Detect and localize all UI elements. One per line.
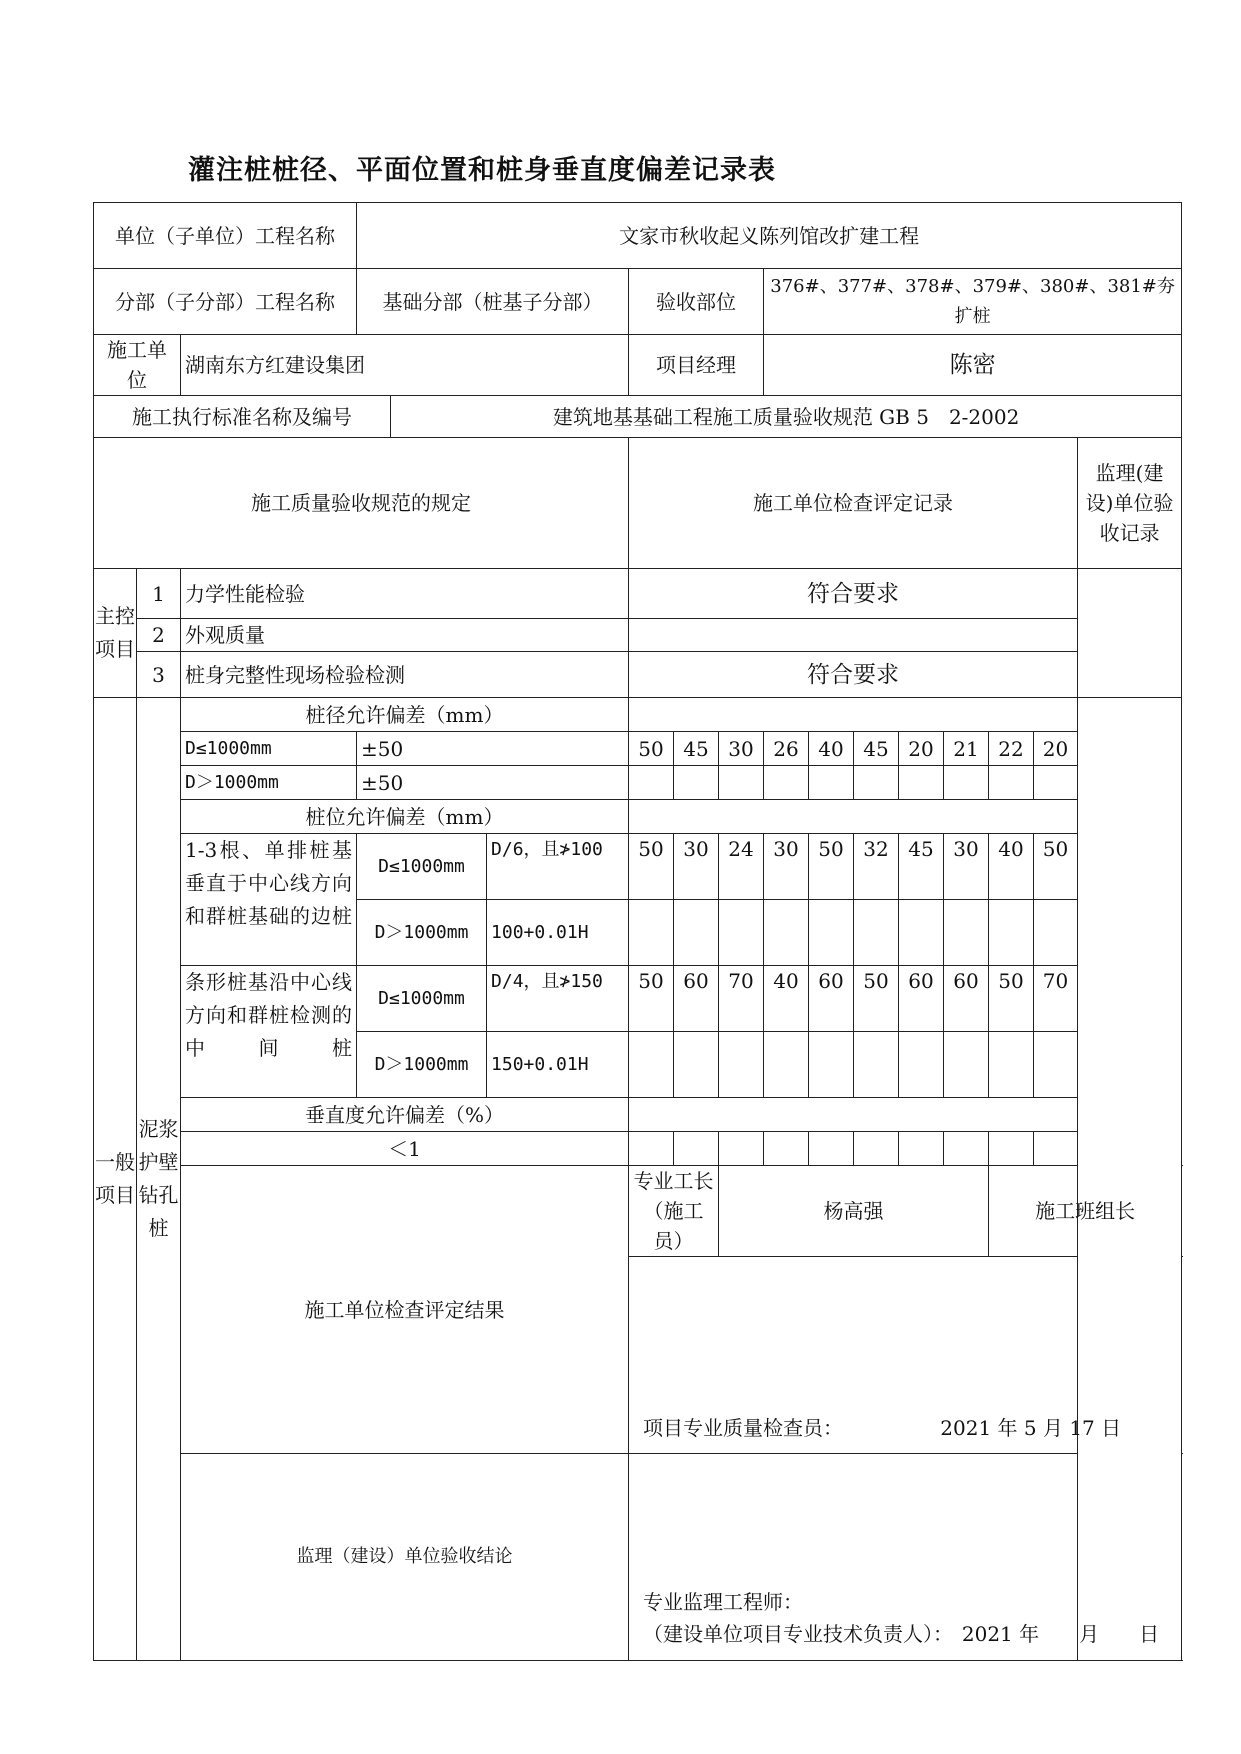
value-cell [854,1032,899,1098]
team-leader-label: 施工班组长 [989,1166,1182,1257]
value-cell [719,1132,764,1166]
value-cell [809,1132,854,1166]
table-row [94,1132,1182,1166]
value-cell [944,900,989,966]
value-cell: 40 [989,834,1034,900]
position-header: 桩位允许偏差（mm） [181,800,629,834]
value-cell: 50 [629,834,674,900]
group2-small-tolerance: D/4，且≯150 [487,966,629,1032]
diameter-header: 桩径允许偏差（mm） [181,698,629,732]
main-item-name: 外观质量 [181,619,629,652]
main-item-no: 3 [137,652,181,698]
value-cell: 20 [1034,732,1078,766]
foreman-label: 专业工长（施工员） [629,1166,719,1257]
vertical-header: 垂直度允许偏差（%） [181,1098,629,1132]
value-cell [674,900,719,966]
position-record-blank [629,800,1078,834]
value-cell: 70 [719,966,764,1032]
value-cell [854,900,899,966]
value-cell [764,900,809,966]
value-cell: 26 [764,732,809,766]
d-large-tolerance: ±50 [357,766,629,800]
main-supervisor-cell [1078,569,1182,698]
value-cell: 70 [1034,966,1078,1032]
table-row [94,966,1182,1032]
value-cell [1034,900,1078,966]
value-cell: 60 [944,966,989,1032]
value-cell: 50 [809,834,854,900]
group1-small-condition: D≤1000mm [357,834,487,900]
value-cell: 22 [989,732,1034,766]
value-cell [899,1132,944,1166]
contractor-label: 施工单位 [94,335,181,396]
division-label: 分部（子分部）工程名称 [94,269,357,335]
value-cell [1034,1032,1078,1098]
standard-value: 建筑地基基础工程施工质量验收规范 GB 5 2-2002 [391,396,1182,438]
d-large-label: D＞1000mm [181,766,357,800]
value-cell: 50 [629,732,674,766]
value-cell [629,1132,674,1166]
vertical-record-blank [629,1098,1078,1132]
value-cell: 30 [764,834,809,900]
inspector-label: 项目专业质量检查员： [643,1416,844,1440]
inspector-date: 2021 年 5 月 17 日 [940,1416,1122,1440]
value-cell: 50 [629,966,674,1032]
value-cell: 50 [989,966,1034,1032]
group1-large-condition: D＞1000mm [357,900,487,966]
unit-value: 文家市秋收起义陈列馆改扩建工程 [357,203,1182,269]
group2-large-condition: D＞1000mm [357,1032,487,1098]
main-item-name: 桩身完整性现场检验检测 [181,652,629,698]
value-cell [674,1132,719,1166]
value-cell [989,1032,1034,1098]
pm-label: 项目经理 [629,335,764,396]
group1-description: 1-3根、单排桩基垂直于中心线方向和群桩基础的边桩 [181,834,357,966]
value-cell [629,1032,674,1098]
value-cell [809,900,854,966]
supervisor-sign-area [629,1454,1182,1661]
owner-label: （建设单位项目专业技术负责人）： [643,1622,954,1646]
value-cell: 40 [809,732,854,766]
pm-value: 陈密 [764,335,1182,396]
table-row [94,766,1182,800]
main-control-label: 主控项目 [94,569,137,698]
value-cell [674,766,719,800]
diameter-record-blank [629,698,1078,732]
value-cell: 45 [899,834,944,900]
contractor-value: 湖南东方红建设集团 [181,335,629,396]
value-cell [944,766,989,800]
main-item-result [629,619,1078,652]
acceptance-part-value: 376#、377#、378#、379#、380#、381#夯扩桩 [764,269,1182,335]
value-cell [1034,1132,1078,1166]
supervisor-column-header: 监理(建设)单位验收记录 [1078,438,1182,569]
value-cell: 24 [719,834,764,900]
record-column-header: 施工单位检查评定记录 [629,438,1078,569]
value-cell [809,1032,854,1098]
main-item-result: 符合要求 [629,569,1078,619]
foreman-name: 杨高强 [719,1166,989,1257]
value-cell [854,766,899,800]
group2-description: 条形桩基沿中心线方向和群桩检测的中间桩 [181,966,357,1098]
value-cell: 30 [944,834,989,900]
main-item-no: 2 [137,619,181,652]
value-cell [674,1032,719,1098]
method-label: 泥浆护壁钻孔桩 [137,698,181,1661]
value-cell [944,1132,989,1166]
supervisor-date: 2021 年 月 日 [961,1622,1160,1646]
acceptance-part-label: 验收部位 [629,269,764,335]
contractor-result-label: 施工单位检查评定结果 [181,1166,629,1454]
value-cell [719,766,764,800]
main-item-name: 力学性能检验 [181,569,629,619]
value-cell [899,766,944,800]
value-cell: 50 [854,966,899,1032]
engineer-label: 专业监理工程师： [643,1590,804,1614]
value-cell: 40 [764,966,809,1032]
value-cell [989,766,1034,800]
value-cell: 30 [674,834,719,900]
value-cell [629,900,674,966]
group1-small-tolerance: D/6，且≯100 [487,834,629,900]
value-cell: 60 [899,966,944,1032]
value-cell: 20 [899,732,944,766]
unit-label: 单位（子单位）工程名称 [94,203,357,269]
record-table [93,202,1182,1661]
value-cell [944,1032,989,1098]
value-cell [899,1032,944,1098]
main-item-result: 符合要求 [629,652,1078,698]
vertical-tolerance: ＜1 [181,1132,629,1166]
inspector-sign-area [629,1257,1182,1454]
value-cell: 32 [854,834,899,900]
value-cell: 30 [719,732,764,766]
value-cell: 45 [674,732,719,766]
value-cell [989,900,1034,966]
value-cell [764,1032,809,1098]
value-cell [719,900,764,966]
d-small-tolerance: ±50 [357,732,629,766]
supervisor-conclusion-label: 监理（建设）单位验收结论 [181,1454,629,1661]
value-cell: 60 [809,966,854,1032]
value-cell: 50 [1034,834,1078,900]
value-cell [854,1132,899,1166]
value-cell: 21 [944,732,989,766]
value-cell [764,766,809,800]
main-item-no: 1 [137,569,181,619]
value-cell [629,766,674,800]
value-cell: 60 [674,966,719,1032]
value-cell [764,1132,809,1166]
value-cell [899,900,944,966]
group1-large-tolerance: 100+0.01H [487,900,629,966]
value-cell [1034,766,1078,800]
page-title: 灌注桩桩径、平面位置和桩身垂直度偏差记录表 [188,155,776,186]
value-cell [989,1132,1034,1166]
standard-label: 施工执行标准名称及编号 [94,396,391,438]
d-small-label: D≤1000mm [181,732,357,766]
value-cell: 45 [854,732,899,766]
table-row [94,732,1182,766]
spec-column-header: 施工质量验收规范的规定 [94,438,629,569]
group2-large-tolerance: 150+0.01H [487,1032,629,1098]
group2-small-condition: D≤1000mm [357,966,487,1032]
general-label: 一般项目 [94,698,137,1661]
value-cell [809,766,854,800]
division-value: 基础分部（桩基子分部） [357,269,629,335]
value-cell [719,1032,764,1098]
table-row [94,834,1182,900]
